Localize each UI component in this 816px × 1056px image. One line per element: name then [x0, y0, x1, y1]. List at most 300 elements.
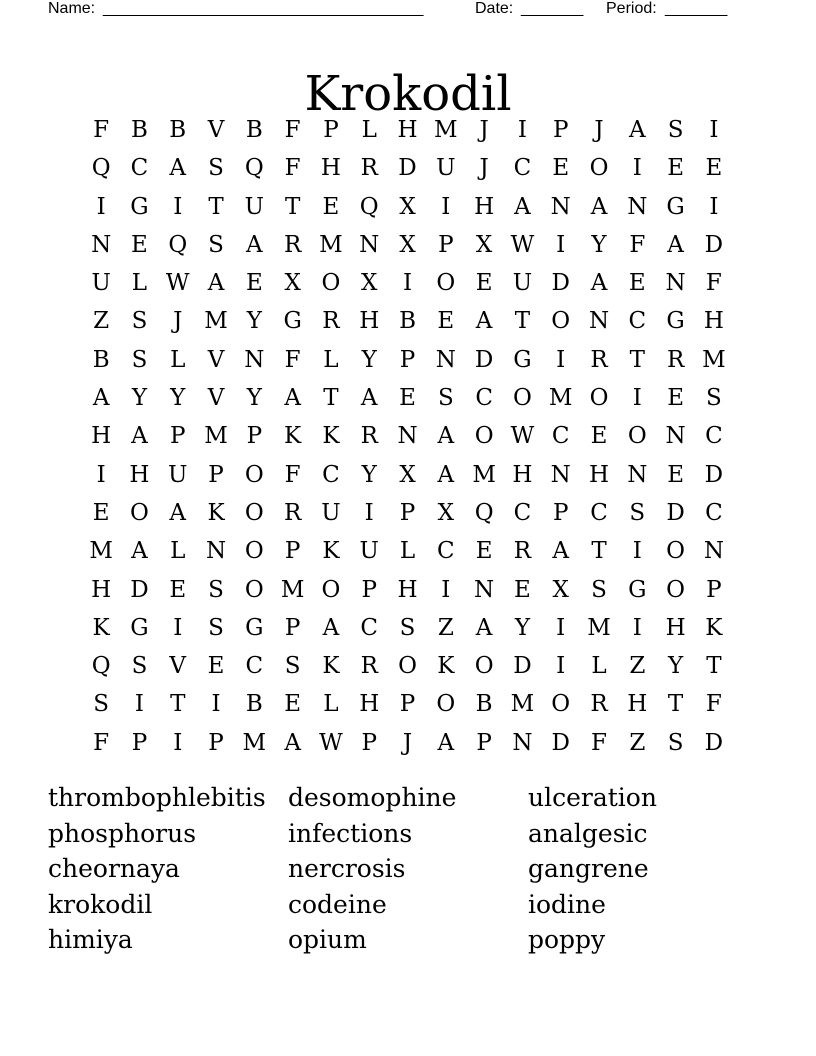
grid-letter: I: [709, 117, 719, 143]
grid-letter: A: [207, 270, 225, 297]
word-bank-item: nercrosis: [288, 854, 406, 884]
word-bank-item: gangrene: [528, 854, 649, 884]
grid-letter: P: [208, 729, 224, 756]
grid-letter: H: [474, 193, 495, 220]
grid-letter: G: [245, 614, 264, 641]
grid-letter: J: [402, 729, 413, 756]
grid-letter: O: [551, 308, 571, 335]
grid-letter: F: [705, 270, 722, 297]
grid-letter: P: [399, 499, 416, 526]
grid-letter: W: [319, 729, 343, 756]
word-bank-item: thrombophlebitis: [48, 783, 266, 812]
grid-letter: C: [322, 461, 340, 488]
grid-letter: K: [284, 423, 302, 450]
grid-letter: U: [244, 193, 265, 220]
grid-letter: Y: [514, 614, 530, 641]
grid-letter: E: [92, 499, 110, 526]
grid-letter: O: [551, 691, 571, 718]
word-bank-item: poppy: [528, 925, 606, 955]
grid-letter: R: [283, 231, 302, 258]
grid-letter: H: [512, 461, 533, 488]
grid-letter: Q: [244, 155, 264, 182]
grid-letter: O: [321, 270, 341, 297]
grid-letter: N: [435, 346, 456, 373]
grid-letter: H: [320, 155, 341, 182]
grid-letter: P: [399, 691, 416, 718]
grid-letter: E: [628, 270, 646, 297]
grid-letter: X: [399, 231, 416, 258]
grid-letter: Z: [437, 614, 454, 641]
word-bank-item: krokodil: [48, 889, 153, 919]
grid-letter: M: [587, 614, 611, 641]
grid-letter: P: [706, 576, 722, 603]
grid-letter: Q: [91, 155, 111, 182]
grid-letter: C: [513, 155, 532, 182]
grid-letter: M: [280, 576, 305, 603]
grid-letter: Z: [629, 653, 646, 680]
grid-letter: S: [131, 653, 148, 680]
grid-letter: C: [475, 385, 493, 412]
grid-letter: H: [397, 576, 418, 603]
grid-letter: Y: [246, 385, 262, 412]
grid-letter: M: [319, 231, 343, 258]
grid-letter: O: [244, 576, 264, 603]
grid-letter: K: [322, 423, 340, 450]
grid-letter: F: [93, 729, 110, 756]
grid-letter: E: [475, 270, 493, 297]
grid-letter: I: [134, 691, 144, 718]
grid-letter: A: [131, 423, 148, 450]
grid-letter: K: [437, 653, 455, 680]
grid-letter: X: [399, 461, 416, 488]
grid-letter: N: [665, 270, 686, 297]
grid-letter: J: [173, 308, 183, 335]
grid-letter: N: [627, 461, 648, 488]
grid-letter: X: [361, 270, 378, 297]
grid-letter: I: [441, 193, 451, 220]
grid-letter: F: [284, 155, 301, 182]
grid-letter: I: [364, 499, 374, 526]
grid-letter: W: [510, 231, 535, 258]
grid-letter: F: [284, 346, 301, 373]
grid-letter: M: [242, 729, 267, 756]
grid-letter: P: [438, 231, 454, 258]
grid-letter: K: [705, 614, 723, 641]
grid-letter: D: [666, 499, 685, 526]
grid-letter: L: [323, 346, 339, 373]
grid-letter: O: [398, 653, 417, 680]
word-bank-item: phosphorus: [48, 818, 197, 848]
grid-letter: B: [475, 691, 493, 718]
grid-letter: A: [169, 155, 187, 182]
grid-letter: X: [399, 193, 416, 220]
grid-letter: A: [169, 499, 187, 526]
grid-letter: Z: [629, 729, 646, 756]
grid-letter: U: [321, 499, 341, 526]
grid-letter: H: [627, 691, 648, 718]
grid-letter: L: [399, 538, 416, 565]
grid-letter: R: [360, 155, 378, 182]
grid-letter: M: [472, 461, 496, 488]
grid-letter: B: [130, 117, 148, 143]
grid-letter: Q: [168, 231, 188, 258]
grid-letter: R: [590, 691, 608, 718]
grid-letter: S: [208, 576, 224, 603]
grid-letter: Q: [91, 653, 111, 680]
grid-letter: O: [589, 385, 609, 412]
grid-letter: E: [667, 461, 684, 488]
grid-letter: A: [360, 385, 378, 412]
grid-letter: L: [170, 346, 186, 373]
grid-letter: Y: [246, 308, 262, 335]
word-bank-item: cheornaya: [48, 854, 180, 884]
grid-letter: O: [244, 499, 264, 526]
grid-letter: N: [703, 538, 724, 565]
grid-letter: R: [283, 499, 302, 526]
word-bank: [48, 780, 768, 958]
grid-letter: I: [632, 538, 642, 565]
grid-letter: I: [96, 193, 106, 220]
word-bank-item: iodine: [528, 889, 606, 919]
grid-letter: M: [204, 423, 228, 450]
grid-letter: E: [705, 155, 723, 182]
grid-letter: B: [245, 691, 263, 718]
grid-letter: A: [667, 231, 684, 258]
grid-letter: N: [205, 538, 227, 565]
grid-letter: P: [284, 614, 301, 641]
grid-letter: P: [361, 729, 377, 756]
grid-letter: O: [474, 653, 494, 680]
grid-letter: S: [208, 155, 224, 182]
grid-letter: N: [397, 423, 418, 450]
grid-letter: J: [479, 155, 489, 182]
grid-letter: T: [323, 385, 339, 412]
grid-letter: F: [93, 117, 110, 143]
grid-letter: S: [93, 691, 110, 718]
word-bank-item: codeine: [288, 889, 387, 919]
grid-letter: R: [513, 538, 532, 565]
grid-letter: S: [131, 308, 148, 335]
grid-letter: T: [208, 193, 224, 220]
grid-letter: M: [89, 538, 113, 565]
grid-letter: I: [517, 117, 527, 143]
grid-letter: Y: [361, 346, 377, 373]
grid-letter: S: [667, 117, 684, 143]
name-blank-line: ____________________________________: [103, 0, 424, 17]
grid-letter: E: [667, 385, 684, 412]
grid-letter: D: [704, 231, 724, 258]
grid-letter: I: [709, 193, 719, 220]
grid-letter: I: [211, 691, 221, 718]
grid-letter: J: [594, 117, 604, 143]
grid-letter: S: [437, 385, 454, 412]
grid-letter: H: [129, 461, 150, 488]
word-bank-item: infections: [288, 818, 413, 848]
grid-letter: O: [666, 538, 686, 565]
grid-letter: G: [666, 193, 685, 220]
grid-letter: F: [629, 231, 646, 258]
grid-letter: A: [475, 308, 493, 335]
grid-letter: E: [437, 308, 455, 335]
grid-letter: N: [550, 193, 571, 220]
grid-letter: Y: [361, 461, 377, 488]
grid-letter: X: [437, 499, 454, 526]
grid-letter: A: [590, 270, 608, 297]
grid-letter: K: [92, 614, 110, 641]
grid-letter: U: [359, 538, 379, 565]
grid-letter: O: [436, 691, 456, 718]
grid-letter: E: [590, 423, 608, 450]
grid-letter: J: [479, 117, 489, 143]
grid-letter: M: [702, 346, 726, 373]
grid-letter: D: [551, 270, 570, 297]
grid-letter: P: [170, 423, 186, 450]
grid-letter: I: [402, 270, 413, 297]
grid-letter: S: [591, 576, 607, 603]
grid-letter: A: [284, 729, 301, 756]
grid-letter: M: [548, 385, 573, 412]
grid-letter: G: [130, 614, 149, 641]
grid-letter: T: [706, 653, 722, 680]
grid-letter: C: [705, 499, 723, 526]
grid-letter: E: [284, 691, 302, 718]
grid-letter: H: [703, 308, 724, 335]
word-bank-item: ulceration: [528, 783, 657, 812]
grid-letter: O: [244, 538, 264, 565]
grid-letter: T: [591, 538, 607, 565]
grid-letter: L: [170, 538, 186, 565]
grid-letter: A: [437, 423, 455, 450]
grid-letter: O: [436, 270, 456, 297]
grid-letter: R: [666, 346, 685, 373]
grid-letter: E: [207, 653, 225, 680]
grid-letter: D: [398, 155, 417, 182]
grid-letter: O: [244, 461, 264, 488]
grid-letter: G: [130, 193, 149, 220]
word-bank-item: himiya: [48, 925, 133, 955]
grid-letter: G: [283, 308, 302, 335]
grid-letter: C: [513, 499, 532, 526]
grid-letter: X: [552, 576, 569, 603]
grid-letter: H: [91, 423, 112, 450]
grid-letter: R: [590, 346, 608, 373]
grid-letter: I: [556, 346, 566, 373]
grid-letter: S: [208, 231, 224, 258]
grid-letter: V: [207, 385, 225, 412]
grid-letter: I: [173, 729, 183, 756]
grid-letter: Y: [131, 385, 148, 412]
grid-letter: R: [360, 423, 378, 450]
grid-letter: P: [476, 729, 492, 756]
date-blank-line: _______: [521, 0, 584, 17]
grid-letter: C: [245, 653, 264, 680]
grid-letter: I: [96, 461, 106, 488]
grid-letter: A: [514, 193, 531, 220]
name-label: Name:: [48, 0, 96, 17]
period-label: Period:: [606, 0, 657, 17]
grid-letter: M: [204, 308, 228, 335]
grid-letter: B: [169, 117, 187, 143]
grid-letter: A: [284, 385, 301, 412]
grid-letter: F: [284, 461, 301, 488]
grid-letter: R: [360, 653, 378, 680]
grid-letter: N: [91, 231, 112, 258]
grid-letter: I: [556, 231, 566, 258]
grid-letter: E: [399, 385, 416, 412]
grid-letter: I: [632, 614, 642, 641]
grid-letter: M: [434, 117, 458, 143]
grid-letter: E: [475, 538, 493, 565]
grid-letter: V: [207, 117, 225, 143]
grid-letter: O: [627, 423, 647, 450]
grid-letter: O: [589, 155, 609, 182]
grid-letter: X: [284, 270, 301, 297]
worksheet-header: [48, 0, 748, 20]
grid-letter: I: [632, 155, 642, 182]
grid-letter: P: [361, 576, 377, 603]
grid-letter: S: [629, 499, 646, 526]
grid-letter: C: [590, 499, 608, 526]
date-label: Date:: [475, 0, 514, 17]
word-bank-item: analgesic: [528, 818, 648, 848]
grid-letter: S: [706, 385, 722, 412]
grid-letter: A: [590, 193, 608, 220]
grid-letter: A: [475, 614, 493, 641]
grid-letter: P: [208, 461, 224, 488]
grid-letter: E: [322, 193, 340, 220]
page-title: Krokodil: [304, 66, 512, 123]
grid-letter: L: [361, 117, 377, 143]
grid-letter: C: [130, 155, 149, 182]
grid-letter: M: [510, 691, 535, 718]
grid-letter: P: [552, 117, 569, 143]
grid-letter: H: [588, 461, 610, 488]
grid-letter: P: [284, 538, 301, 565]
grid-letter: N: [627, 193, 648, 220]
grid-letter: N: [665, 423, 686, 450]
grid-letter: S: [131, 346, 148, 373]
grid-letter: U: [168, 461, 188, 488]
grid-letter: I: [173, 614, 183, 641]
word-bank-item: desomophine: [288, 783, 457, 812]
word-search-grid: [82, 111, 733, 762]
grid-letter: B: [245, 117, 263, 143]
grid-letter: S: [284, 653, 301, 680]
grid-letter: P: [246, 423, 263, 450]
grid-letter: F: [284, 117, 301, 143]
grid-letter: C: [628, 308, 647, 335]
grid-letter: B: [92, 346, 110, 373]
grid-letter: U: [91, 270, 111, 297]
grid-letter: I: [441, 576, 451, 603]
grid-letter: K: [207, 499, 225, 526]
grid-letter: A: [628, 117, 646, 143]
grid-letter: O: [666, 576, 686, 603]
grid-letter: E: [169, 576, 187, 603]
grid-letter: W: [165, 270, 190, 297]
grid-letter: E: [667, 155, 684, 182]
grid-letter: D: [474, 346, 494, 373]
grid-letter: E: [245, 270, 263, 297]
grid-letter: C: [360, 614, 379, 641]
grid-letter: G: [513, 346, 532, 373]
grid-letter: Y: [591, 231, 607, 258]
grid-letter: N: [512, 729, 533, 756]
grid-letter: T: [514, 308, 531, 335]
grid-letter: E: [552, 155, 570, 182]
grid-letter: A: [131, 538, 148, 565]
grid-letter: Z: [93, 308, 110, 335]
grid-letter: P: [323, 117, 339, 143]
grid-letter: U: [512, 270, 533, 297]
grid-letter: Q: [474, 499, 494, 526]
grid-letter: E: [514, 576, 531, 603]
grid-letter: L: [323, 691, 339, 718]
grid-letter: T: [170, 691, 186, 718]
grid-letter: P: [399, 346, 416, 373]
grid-letter: C: [437, 538, 455, 565]
grid-letter: K: [322, 653, 340, 680]
grid-letter: H: [359, 691, 380, 718]
grid-letter: I: [556, 653, 566, 680]
grid-letter: D: [704, 461, 724, 488]
grid-letter: S: [667, 729, 684, 756]
grid-letter: L: [591, 653, 607, 680]
grid-letter: V: [169, 653, 187, 680]
grid-letter: O: [474, 423, 494, 450]
grid-letter: S: [399, 614, 416, 641]
grid-letter: D: [130, 576, 149, 603]
grid-letter: K: [322, 538, 340, 565]
grid-letter: V: [207, 346, 225, 373]
grid-letter: I: [556, 614, 566, 641]
grid-letter: G: [666, 308, 685, 335]
grid-letter: H: [91, 576, 112, 603]
grid-letter: A: [246, 231, 263, 258]
grid-letter: G: [628, 576, 647, 603]
grid-letter: S: [208, 614, 224, 641]
grid-letter: X: [475, 231, 493, 258]
grid-letter: A: [552, 538, 570, 565]
grid-letter: Y: [170, 385, 186, 412]
grid-letter: A: [322, 614, 340, 641]
grid-letter: D: [704, 729, 724, 756]
grid-letter: W: [510, 423, 535, 450]
grid-letter: T: [284, 193, 301, 220]
grid-letter: T: [629, 346, 645, 373]
word-bank-item: opium: [288, 925, 367, 955]
grid-letter: H: [359, 308, 380, 335]
grid-letter: U: [436, 155, 456, 182]
grid-letter: H: [665, 614, 686, 641]
grid-letter: Q: [359, 193, 379, 220]
grid-letter: H: [397, 117, 418, 143]
grid-letter: F: [705, 691, 722, 718]
grid-letter: A: [92, 385, 110, 412]
grid-letter: F: [591, 729, 607, 756]
grid-letter: D: [513, 653, 532, 680]
grid-letter: I: [173, 193, 183, 220]
grid-letter: O: [321, 576, 341, 603]
grid-letter: Y: [668, 653, 684, 680]
grid-letter: E: [131, 231, 148, 258]
grid-letter: N: [550, 461, 571, 488]
grid-letter: C: [551, 423, 570, 450]
grid-letter: N: [474, 576, 495, 603]
grid-letter: N: [359, 231, 380, 258]
grid-letter: C: [705, 423, 723, 450]
grid-letter: D: [551, 729, 570, 756]
